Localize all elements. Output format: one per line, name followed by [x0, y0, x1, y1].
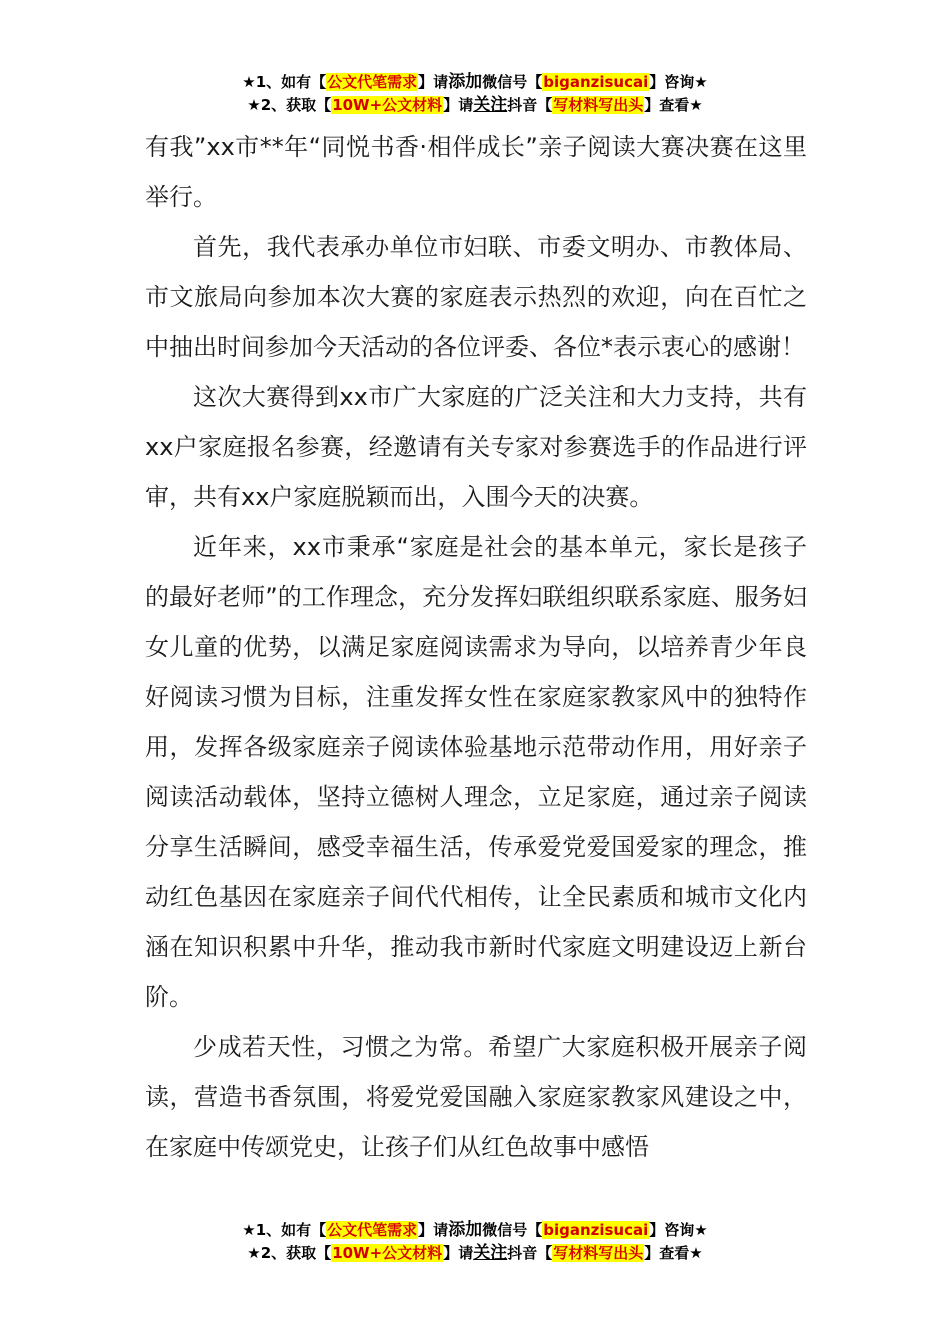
banner-line-2 — [0, 94, 950, 117]
document-body — [145, 122, 807, 1172]
banner-text: ★1、如有【 — [242, 73, 327, 91]
paragraph: 首先，我代表承办单位市妇联、市委文明办、市教体局、市文旅局向参加本次大赛的家庭表示热烈的欢迎，向在百忙之中抽出时间参加今天活动的各位评委、各位*表示衷心的感谢！ — [145, 233, 807, 361]
banner-highlight: biganzisucai — [543, 1221, 649, 1239]
banner-text: 】查看★ — [644, 1244, 703, 1262]
banner-text: 】请 — [443, 96, 474, 114]
paragraph: 少成若天性，习惯之为常。希望广大家庭积极开展亲子阅读，营造书香氛围，将爱党爱国融入家庭家教家风建设之中，在家庭中传颂党史，让孩子们从红色故事中感悟 — [145, 1033, 807, 1161]
banner-highlight: 10W+公文材料 — [332, 1244, 443, 1262]
paragraph: 近年来，xx市秉承“家庭是社会的基本单元，家长是孩子的最好老师”的工作理念，充分发挥妇联组织联系家庭、服务妇女儿童的优势，以满足家庭阅读需求为导向，以培养青少年良好阅读习惯为目标，注重发挥女性在家庭家教家风中的独特作用，发挥各级家庭亲子阅读体验基地示范带动作用，用好亲子阅读活动载体，坚持立德树人理念，立足家庭，通过亲子阅读分享生活瞬间，感受幸福生活，传承爱党爱国爱家的理念，推动红色基因在家庭亲子间代代相传，让全民素质和城市文化内涵在知识积累中升华，推动我市新时代家庭文明建设迈上新台阶。 — [145, 533, 807, 1011]
banner-text: 】请 — [443, 1244, 474, 1262]
bottom-banner — [0, 1219, 950, 1265]
banner-highlight: 写材料写出头 — [553, 1244, 644, 1262]
banner-emphasis: 添加 — [448, 1220, 483, 1240]
banner-text: 微信号【 — [482, 73, 543, 91]
banner-text: 微信号【 — [482, 1221, 543, 1239]
banner-text: 抖音【 — [507, 1244, 553, 1262]
banner-text: 】请 — [418, 1221, 449, 1239]
banner-line-1 — [0, 71, 950, 94]
banner-highlight: 写材料写出头 — [553, 96, 644, 114]
banner-text: 】咨询★ — [649, 73, 708, 91]
banner-highlight: 10W+公文材料 — [332, 96, 443, 114]
banner-text: ★2、获取【 — [247, 96, 332, 114]
banner-emphasis: 添加 — [448, 72, 483, 92]
banner-highlight: 公文代笔需求 — [327, 73, 418, 91]
banner-text: 抖音【 — [507, 96, 553, 114]
banner-emphasis: 关注 — [473, 1243, 508, 1263]
banner-highlight: biganzisucai — [543, 73, 649, 91]
banner-highlight: 公文代笔需求 — [327, 1221, 418, 1239]
banner-emphasis: 关注 — [473, 95, 508, 115]
banner-text: ★1、如有【 — [242, 1221, 327, 1239]
paragraph: 这次大赛得到xx市广大家庭的广泛关注和大力支持，共有xx户家庭报名参赛，经邀请有关专家对参赛选手的作品进行评审，共有xx户家庭脱颖而出，入围今天的决赛。 — [145, 383, 807, 511]
banner-text: ★2、获取【 — [247, 1244, 332, 1262]
banner-text: 】咨询★ — [649, 1221, 708, 1239]
top-banner — [0, 71, 950, 117]
banner-text: 】请 — [418, 73, 449, 91]
paragraph-continuation: 有我”xx市**年“同悦书香·相伴成长”亲子阅读大赛决赛在这里举行。 — [145, 133, 807, 211]
banner-line-1 — [0, 1219, 950, 1242]
banner-line-2 — [0, 1242, 950, 1265]
banner-text: 】查看★ — [644, 96, 703, 114]
